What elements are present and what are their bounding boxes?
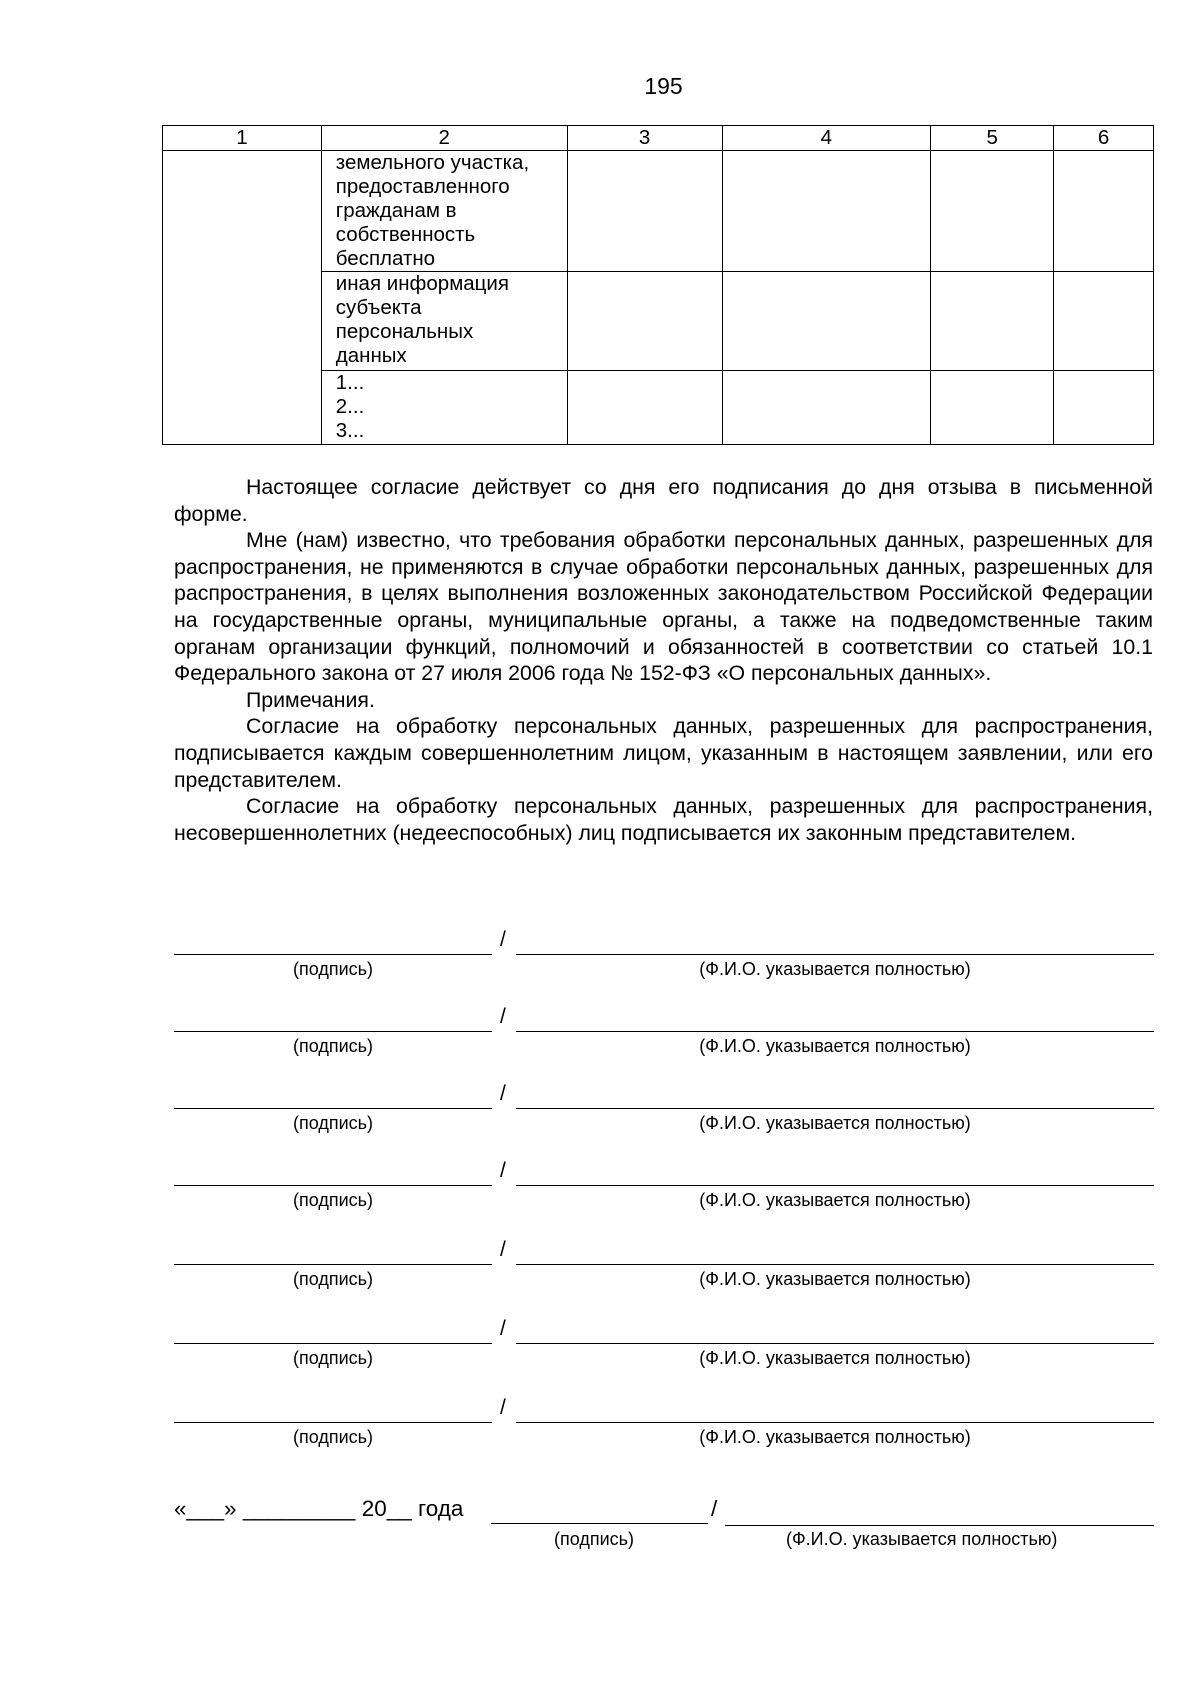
table-cell-col2 [321, 272, 567, 371]
signature-field[interactable] [174, 926, 492, 955]
cell-line: персональных [335, 320, 474, 343]
table-cell-col1 [163, 151, 322, 445]
signature-row [174, 1394, 1154, 1447]
full-name-caption: (Ф.И.О. указывается полностью) [699, 1036, 971, 1056]
paragraph-requirements: Мне (нам) известно, что требования обработки персональных данных, разрешенных для распространения, не применяются в случае обработки персональных данных, разрешенных для распространения, в целях выполнения возложенных законодательством Российской Федерации на государственные органы, муниципальные органы, а также на подведомственные таким органам организации функций, полномочий и обязанностей в соответствии со статьей 10.1 Федерального закона от 27 июля 2006 года № 152-ФЗ «О персональных данных». [174, 528, 1153, 686]
table-cell [567, 151, 722, 272]
cell-line: бесплатно [335, 247, 436, 270]
date-field[interactable]: «___» _________ 20__ года [174, 1496, 464, 1521]
separator-slash: / [500, 928, 506, 951]
separator-slash: / [500, 1238, 506, 1261]
signature-row [174, 1236, 1154, 1289]
paragraph-minor-consent: Согласие на обработку персональных данных, разрешенных для распространения, несовершеннолетних (недееспособных) лиц подписывается их законным представителем. [174, 794, 1153, 845]
cell-line: субъекта [335, 296, 422, 319]
page-number: 195 [644, 73, 683, 99]
full-name-field[interactable] [516, 1236, 1154, 1265]
separator-slash: / [500, 1082, 506, 1105]
column-header: 6 [1054, 126, 1154, 151]
column-header: 4 [722, 126, 931, 151]
signature-caption: (подпись) [554, 1529, 635, 1549]
full-name-field[interactable] [516, 1394, 1154, 1423]
paragraph-adult-consent: Согласие на обработку персональных данных, разрешенных для распространения, подписывается каждым совершеннолетним лицом, указанным в настоящем заявлении, или его представителем. [174, 714, 1153, 792]
column-header: 2 [321, 126, 567, 151]
full-name-field[interactable] [516, 1315, 1154, 1344]
cell-line: 1... [335, 371, 365, 394]
table-cell [1054, 371, 1154, 445]
cell-line: земельного участка, [335, 151, 530, 174]
signature-field[interactable] [174, 1315, 492, 1344]
full-name-field[interactable] [516, 1080, 1154, 1109]
cell-line: гражданам в [335, 199, 457, 222]
cell-line: 3... [335, 419, 365, 442]
cell-line: предоставленного [335, 175, 510, 198]
table-header-row [163, 126, 1154, 151]
full-name-field[interactable] [516, 1003, 1154, 1032]
signature-caption: (подпись) [292, 1113, 374, 1133]
signature-field[interactable] [174, 1080, 492, 1109]
table-cell [722, 151, 931, 272]
signature-field[interactable] [174, 1394, 492, 1423]
cell-line: иная информация [335, 272, 509, 295]
paragraph-notes-heading: Примечания. [246, 687, 375, 712]
signature-caption: (подпись) [292, 1348, 374, 1368]
full-name-caption: (Ф.И.О. указывается полностью) [699, 959, 971, 979]
full-name-caption: (Ф.И.О. указывается полностью) [786, 1529, 1058, 1549]
table-cell [567, 371, 722, 445]
table-cell [1054, 151, 1154, 272]
signature-field[interactable] [174, 1157, 492, 1186]
date-signature-row [174, 1496, 1154, 1556]
signature-row [174, 1157, 1154, 1210]
signature-caption: (подпись) [292, 1190, 374, 1210]
table-cell [567, 272, 722, 371]
full-name-caption: (Ф.И.О. указывается полностью) [699, 1269, 971, 1289]
full-name-caption: (Ф.И.О. указывается полностью) [699, 1113, 971, 1133]
table-cell [1054, 272, 1154, 371]
signature-caption: (подпись) [292, 959, 374, 979]
table-row [163, 151, 1154, 272]
signature-field[interactable] [174, 1236, 492, 1265]
table-cell-col2 [321, 151, 567, 272]
separator-slash: / [500, 1005, 506, 1028]
signature-field[interactable] [174, 1003, 492, 1032]
separator-slash: / [500, 1159, 506, 1182]
table-cell [722, 272, 931, 371]
body-text [174, 474, 1153, 846]
full-name-field[interactable] [516, 1157, 1154, 1186]
column-header: 1 [163, 126, 322, 151]
full-name-field[interactable] [516, 926, 1154, 955]
date-signature-field[interactable] [491, 1496, 708, 1524]
separator-slash: / [500, 1317, 506, 1340]
full-name-caption: (Ф.И.О. указывается полностью) [699, 1348, 971, 1368]
table-cell [931, 371, 1054, 445]
signature-caption: (подпись) [292, 1427, 374, 1447]
separator-slash: / [500, 1396, 506, 1419]
full-name-caption: (Ф.И.О. указывается полностью) [699, 1427, 971, 1447]
table-cell-col2 [321, 371, 567, 445]
table-cell [722, 371, 931, 445]
table-cell [931, 272, 1054, 371]
data-table [162, 125, 1154, 445]
cell-line: 2... [335, 395, 365, 418]
separator-slash: / [711, 1496, 718, 1521]
column-header: 3 [567, 126, 722, 151]
signature-caption: (подпись) [292, 1269, 374, 1289]
signature-row [174, 1080, 1154, 1133]
table-cell [931, 151, 1054, 272]
column-header: 5 [931, 126, 1054, 151]
cell-line: собственность [335, 223, 476, 246]
signature-row [174, 1003, 1154, 1056]
paragraph-validity: Настоящее согласие действует со дня его подписания до дня отзыва в письменной форме. [174, 475, 1153, 526]
full-name-caption: (Ф.И.О. указывается полностью) [699, 1190, 971, 1210]
signature-row [174, 926, 1154, 979]
cell-line: данных [335, 344, 407, 367]
signature-caption: (подпись) [292, 1036, 374, 1056]
date-full-name-field[interactable] [725, 1496, 1154, 1526]
signature-row [174, 1315, 1154, 1368]
